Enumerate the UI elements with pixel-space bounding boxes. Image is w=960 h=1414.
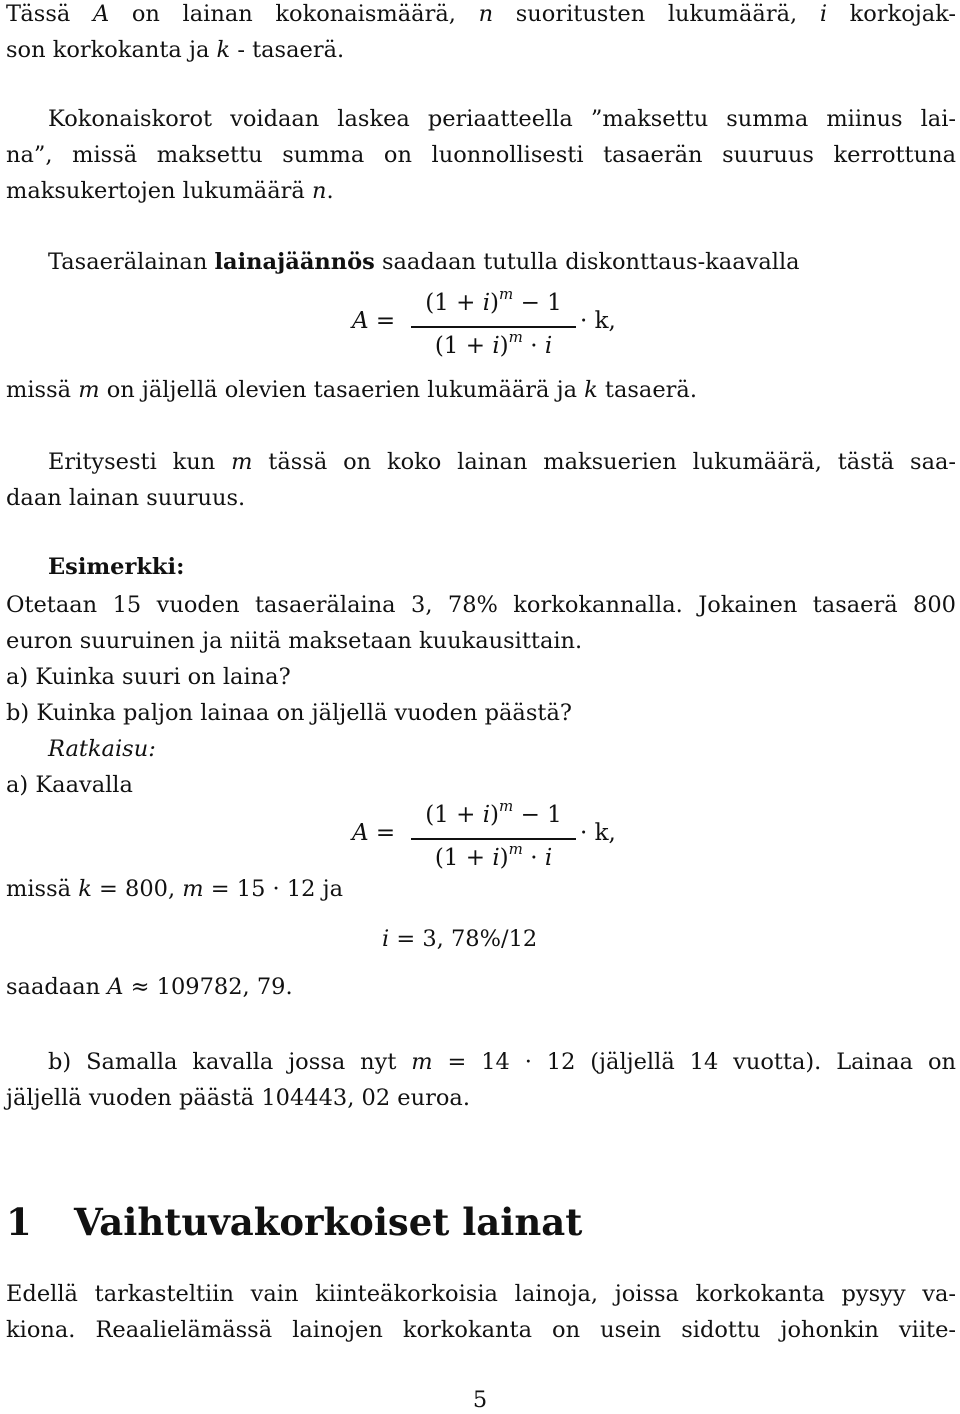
- intro-line-1: Tässä A on lainan kokonaismäärä, n suoritusten lukumäärä, i korkojak-: [6, 1, 957, 27]
- missa-paragraph: [6, 372, 956, 408]
- missa-line: missä m on jäljellä olevien tasaerien lukumäärä ja k tasaerä.: [6, 377, 697, 403]
- section-body: [6, 1276, 956, 1348]
- example-question-a: a) Kuinka suuri on laina?: [6, 664, 291, 690]
- formula-rhs: · k,: [580, 308, 616, 334]
- solution-b-line-1: b) Samalla kavalla jossa nyt m = 14 · 12 (jäljellä 14 vuotta). Lainaa on: [48, 1049, 956, 1075]
- solution-label: Ratkaisu:: [48, 736, 156, 762]
- formula2-numerator: $(1 + i)^m - 1$: [425, 797, 562, 828]
- eritysesti-line-2: daan lainan suuruus.: [6, 485, 246, 511]
- lainajaannos-line: Tasaerälainan lainajäännös saadaan tutulla diskonttaus-kaavalla: [48, 249, 800, 275]
- formula2-rhs: · k,: [580, 820, 616, 846]
- solution-a-label: a) Kaavalla: [6, 772, 133, 798]
- section-title: Vaihtuvakorkoiset lainat: [74, 1200, 583, 1244]
- formula-denominator: $(1 + i)^m \cdot i$: [434, 328, 553, 359]
- solution-a-values: missä k = 800, m = 15 · 12 ja: [6, 876, 344, 902]
- solution-b-line-2: jäljellä vuoden päästä 104443, 02 euroa.: [6, 1085, 470, 1111]
- kokonaiskorot-paragraph: [6, 101, 956, 209]
- fraction-bar: [411, 326, 576, 328]
- lainajaannos-paragraph: [6, 244, 956, 280]
- kokonaiskorot-line-2: na”, missä maksettu summa on luonnollisesti tasaerän suuruus kerrottuna: [6, 142, 956, 168]
- formula-numerator: $(1 + i)^m - 1$: [425, 285, 562, 316]
- example-heading-block: [6, 549, 956, 585]
- formula-annuity-1: [0, 286, 960, 366]
- section-line-1: Edellä tarkasteltiin vain kiinteäkorkoisia lainoja, joissa korkokanta pysyy va-: [6, 1281, 956, 1307]
- solution-b-paragraph: [6, 1044, 956, 1116]
- eritysesti-line-1: Eritysesti kun m tässä on koko lainan maksuerien lukumäärä, tästä saa-: [48, 449, 956, 475]
- section-number: 1: [6, 1200, 32, 1244]
- formula-fraction: [411, 286, 576, 366]
- eritysesti-paragraph: [6, 444, 956, 516]
- solution-a-result: saadaan A ≈ 109782, 79.: [6, 974, 293, 1000]
- formula2-lhs: A =: [352, 820, 396, 846]
- section-line-2: kiona. Reaalielämässä lainojen korkokanta on usein sidottu johonkin viite-: [6, 1317, 956, 1343]
- example-body: [6, 587, 956, 803]
- kokonaiskorot-line-1: Kokonaiskorot voidaan laskea periaatteella ”maksettu summa miinus lai-: [48, 106, 956, 132]
- fraction2-bar: [411, 838, 576, 840]
- formula2-fraction: [411, 798, 576, 878]
- lainajaannos-term: lainajäännös: [214, 249, 375, 275]
- formula-lhs: A =: [352, 308, 396, 334]
- example-heading: Esimerkki:: [48, 554, 185, 580]
- intro-line-2: son korkokanta ja k - tasaerä.: [6, 37, 345, 63]
- formula-annuity-2: [0, 798, 960, 878]
- example-question-b: b) Kuinka paljon lainaa on jäljellä vuoden päästä?: [6, 700, 572, 726]
- section-heading: [6, 1200, 582, 1244]
- formula2-denominator: $(1 + i)^m \cdot i$: [434, 840, 553, 871]
- page-number: 5: [472, 1387, 488, 1413]
- kokonaiskorot-line-3: maksukertojen lukumäärä n.: [6, 178, 334, 204]
- intro-paragraph: [6, 0, 956, 68]
- interest-rate-equation: i = 3, 78%/12: [382, 926, 538, 952]
- example-line-2: euron suuruinen ja niitä maksetaan kuukausittain.: [6, 628, 583, 654]
- example-line-1: Otetaan 15 vuoden tasaerälaina 3, 78% korkokannalla. Jokainen tasaerä 800: [6, 592, 956, 618]
